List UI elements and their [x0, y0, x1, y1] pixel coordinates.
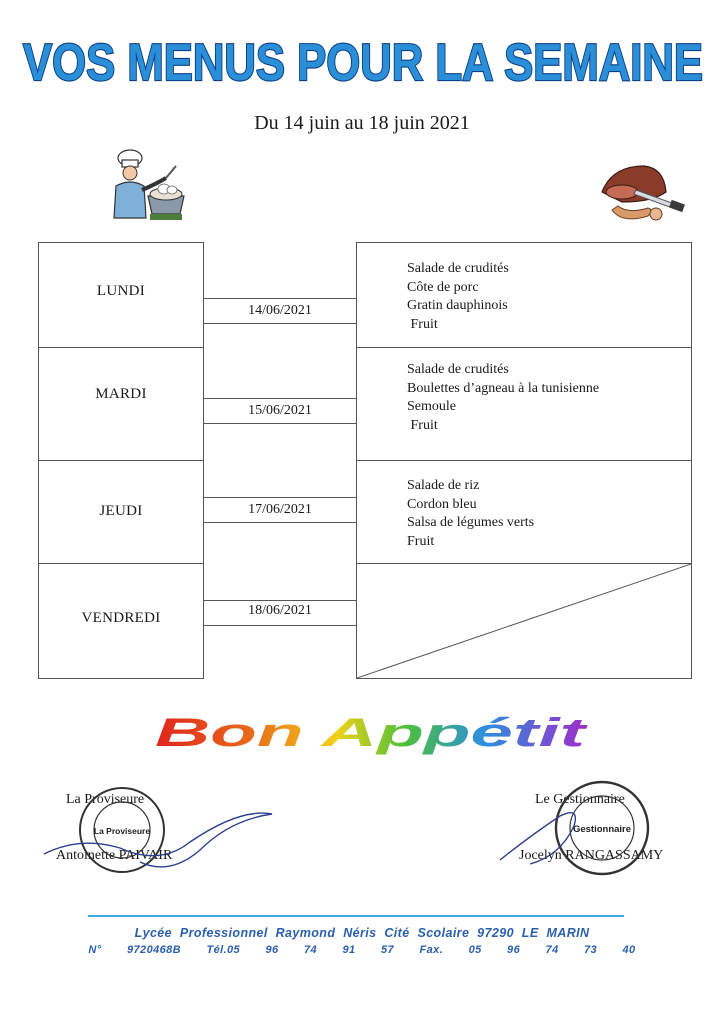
menu-list: [407, 477, 534, 551]
day-date: 17/06/2021: [248, 502, 312, 517]
bon-appetit-text: Bon Appétit: [155, 711, 589, 755]
page-title: [18, 22, 708, 98]
menu-box-vendredi-empty: [356, 563, 692, 679]
menu-item: Fruit: [407, 533, 435, 549]
date-connector: [203, 298, 357, 324]
footer-school-address: Lycée Professionnel Raymond Néris Cité Scolaire 97290 LE MARIN: [134, 926, 590, 940]
signature-left-role: La Proviseure: [66, 792, 145, 807]
menu-box-jeudi: [356, 460, 692, 564]
menu-item: Gratin dauphinois: [407, 298, 508, 313]
chef-cooking-icon: [100, 148, 196, 224]
signature-right-stamp: [490, 776, 690, 884]
day-label: JEUDI: [99, 503, 143, 519]
day-label: MARDI: [95, 386, 147, 402]
menu-item: Semoule: [407, 399, 456, 414]
menu-list: [407, 260, 509, 334]
day-box-jeudi: [38, 460, 204, 564]
date-connector: [203, 497, 357, 523]
stamp-center-text: Gestionnaire: [572, 824, 632, 835]
charcuterie-icon: [592, 152, 688, 228]
date-connector: [203, 398, 357, 424]
menu-item: Fruit: [407, 316, 438, 332]
page-title-text: VOS MENUS POUR LA SEMAINE: [23, 34, 703, 92]
menu-item: Salade de crudités: [407, 362, 509, 377]
day-date: 14/06/2021: [248, 303, 312, 318]
footer-divider: [88, 915, 624, 917]
day-label: VENDREDI: [81, 610, 161, 626]
footer-contact: [0, 944, 724, 956]
day-box-vendredi: [38, 563, 204, 679]
menu-item: Salsa de légumes verts: [407, 515, 535, 530]
date-connector: [203, 600, 357, 626]
day-label: LUNDI: [96, 283, 146, 299]
day-date: 15/06/2021: [248, 403, 312, 418]
menu-item: Boulettes d’agneau à la tunisienne: [407, 380, 600, 396]
menu-list: [407, 361, 599, 435]
menu-item: Salade de riz: [407, 478, 480, 493]
day-box-lundi: [38, 242, 204, 348]
menu-box-lundi: [356, 242, 692, 348]
menu-item: Côte de porc: [407, 279, 479, 295]
footer-tel: Tél.05 96 74 91 57: [206, 944, 395, 956]
bon-appetit-banner: [150, 706, 590, 766]
empty-cell-diagonal: [357, 564, 691, 678]
menu-item: Cordon bleu: [407, 496, 477, 512]
signature-left-name: Antoinette PAIVAIR: [56, 848, 173, 863]
stamp-center-text: La Proviseure: [93, 826, 151, 836]
signature-right-name: Jocelyn RANGASSAMY: [519, 848, 664, 863]
footer-fax: Fax. 05 96 74 73 40: [419, 944, 636, 956]
day-date: 18/06/2021: [248, 603, 312, 618]
menu-item: Fruit: [407, 417, 438, 433]
signature-right-role: Le Gestionnaire: [535, 792, 625, 807]
day-box-mardi: [38, 347, 204, 461]
menu-item: Salade de crudités: [407, 261, 509, 276]
footer-siret: N° 9720468B: [88, 944, 181, 956]
signature-left-stamp: [40, 778, 280, 888]
menu-box-mardi: [356, 347, 692, 461]
date-range: Du 14 juin au 18 juin 2021: [254, 112, 470, 134]
